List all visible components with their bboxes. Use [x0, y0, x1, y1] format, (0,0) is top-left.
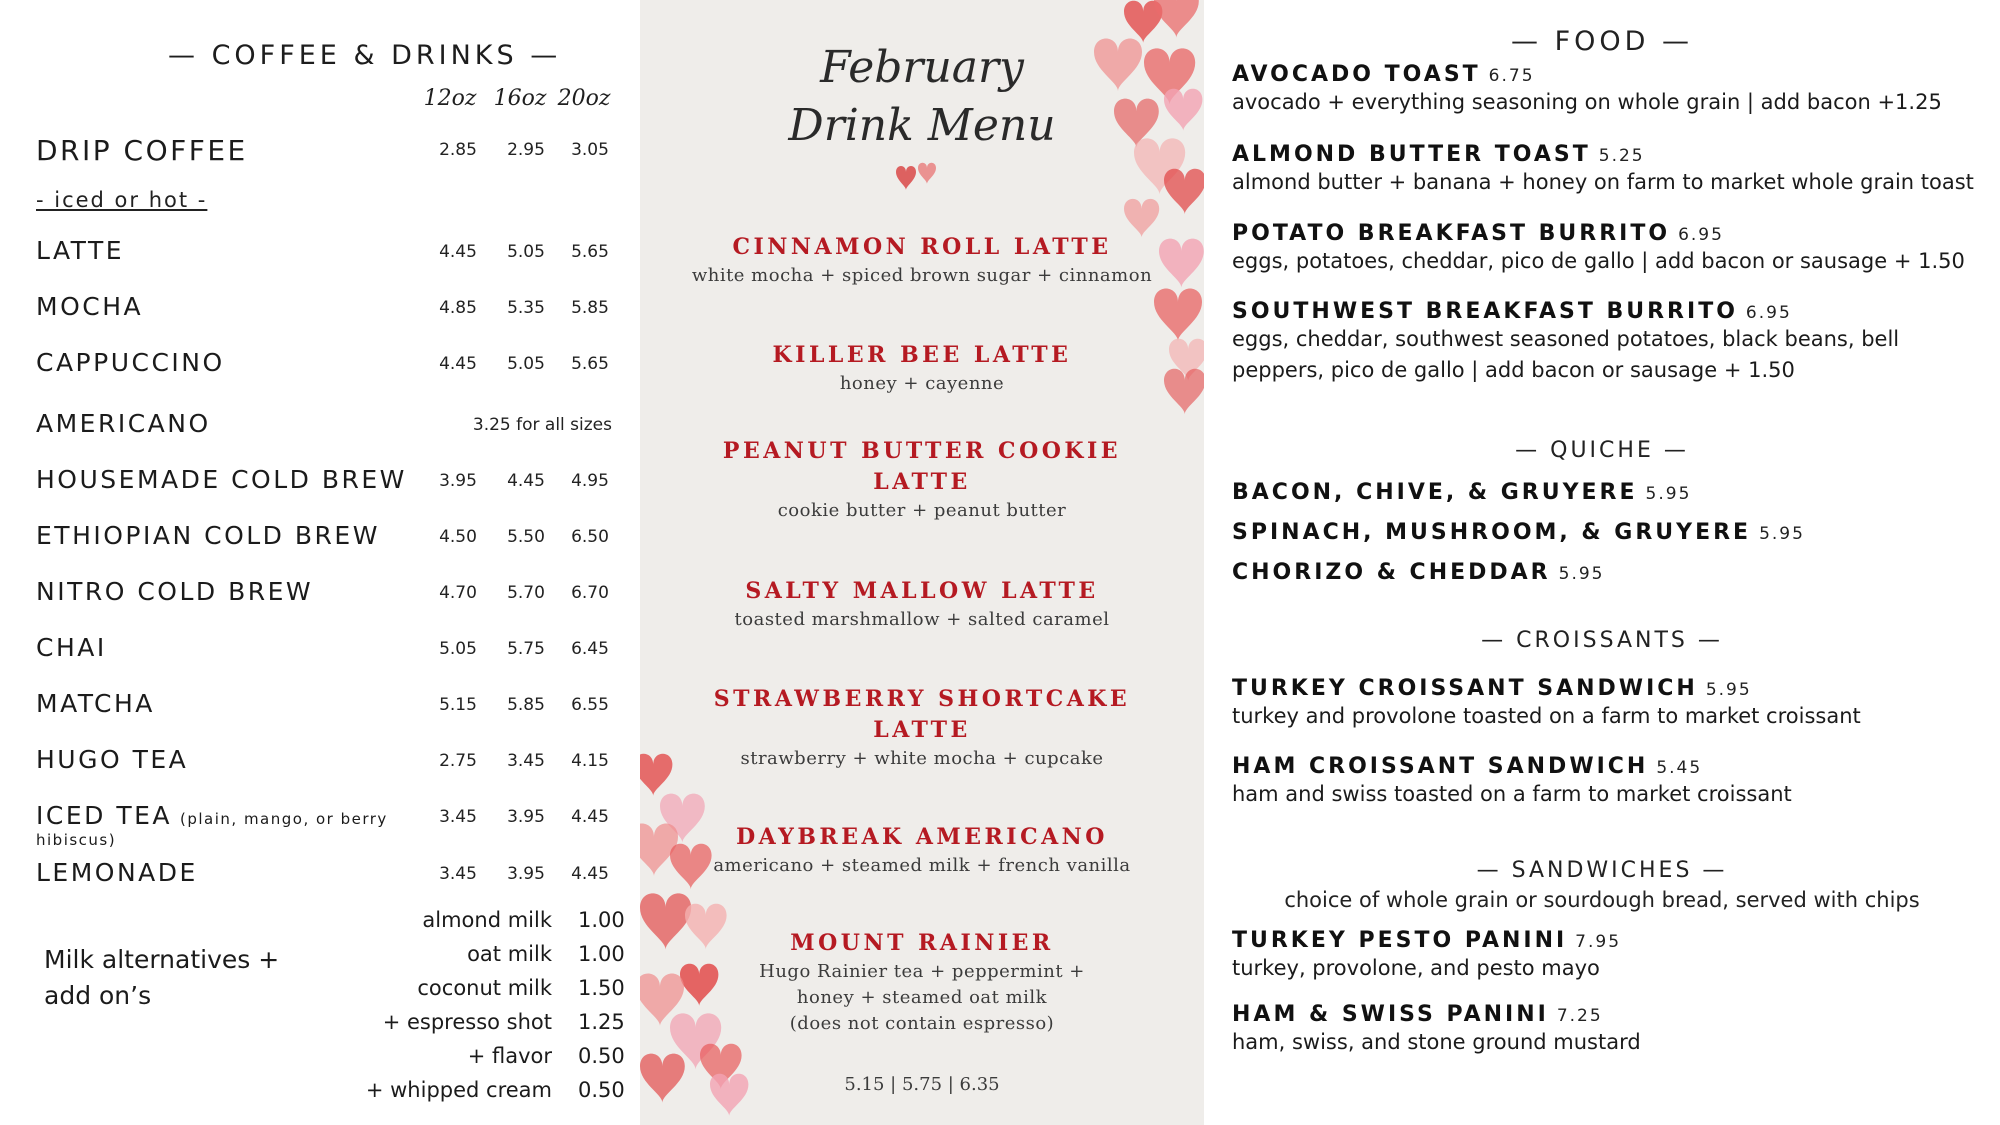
price-20oz: 5.65 [571, 242, 609, 262]
addon-name: almond milk [422, 908, 552, 932]
drink-row [36, 348, 616, 388]
food-item [1232, 520, 1992, 545]
food-item-price: 5.95 [1759, 524, 1805, 544]
price-16oz: 3.95 [507, 864, 545, 884]
price-20oz: 6.55 [571, 695, 609, 715]
drink-row [36, 465, 616, 505]
price-20oz: 6.50 [571, 527, 609, 547]
addon-name: + flavor [467, 1044, 552, 1068]
drink-name: LEMONADE [36, 858, 198, 887]
drink-note-cont: hibiscus) [36, 831, 117, 849]
drink-note: (plain, mango, or berry [180, 810, 388, 828]
food-item-desc: eggs, cheddar, southwest seasoned potatoes, black beans, bell [1232, 327, 1900, 351]
drink-name: AMERICANO [36, 409, 211, 438]
feature-drink [640, 436, 1204, 524]
food-item-price: 6.95 [1745, 303, 1792, 323]
size-20oz: 20oz [557, 86, 611, 111]
feature-drink [640, 822, 1204, 879]
food-item-name [1232, 560, 1992, 585]
price-12oz: 2.85 [439, 140, 477, 160]
addon-price: 0.50 [578, 1044, 625, 1068]
food-item-price: 6.95 [1678, 225, 1724, 245]
food-item-desc-cont: peppers, pico de gallo | add bacon or sausage + 1.50 [1232, 358, 1795, 382]
price-20oz: 4.95 [571, 471, 609, 491]
food-item-desc: ham, swiss, and stone ground mustard [1232, 1030, 1641, 1054]
food-item-price: 7.95 [1575, 932, 1622, 952]
food-item [1232, 480, 1992, 505]
drink-name: HOUSEMADE COLD BREW [36, 465, 407, 494]
drink-name: CAPPUCCINO [36, 348, 225, 377]
drink-row [36, 858, 616, 898]
food-item-desc: eggs, potatoes, cheddar, pico de gallo | add bacon or sausage + 1.50 [1232, 249, 1965, 273]
price-12oz: 3.45 [439, 807, 477, 827]
addon-price: 1.00 [578, 942, 625, 966]
feature-desc: white mocha + spiced brown sugar + cinnamon [691, 265, 1153, 286]
food-item-desc: ham and swiss toasted on a farm to market croissant [1232, 782, 1792, 806]
food-item-price: 5.25 [1598, 146, 1645, 166]
drink-row [36, 745, 616, 785]
feature-name: CINNAMON ROLL LATTE [732, 234, 1112, 260]
food-item-name [1232, 928, 1992, 953]
price-16oz: 5.35 [507, 298, 545, 318]
price-12oz: 4.45 [439, 354, 477, 374]
drink-row [36, 801, 616, 849]
feature-desc: honey + cayenne [839, 373, 1005, 394]
food-item-price: 5.95 [1558, 564, 1605, 584]
drink-row [36, 633, 616, 673]
food-item-name [1232, 754, 1992, 779]
feature-name: KILLER BEE LATTE [772, 342, 1072, 368]
price-20oz: 6.45 [571, 639, 609, 659]
food-item-title: TURKEY PESTO PANINI [1232, 928, 1568, 953]
price-12oz: 2.75 [439, 751, 477, 771]
feature-desc: strawberry + white mocha + cupcake [740, 748, 1104, 769]
addon-row [300, 1044, 552, 1074]
price-all-sizes: 3.25 for all sizes [472, 415, 612, 435]
price-16oz: 4.45 [507, 471, 545, 491]
size-12oz: 12oz [423, 86, 477, 111]
feature-desc: toasted marshmallow + salted caramel [734, 609, 1110, 630]
coffee-drinks-panel [0, 0, 640, 1125]
food-item-price: 7.25 [1556, 1006, 1603, 1026]
food-item-price: 5.95 [1705, 680, 1752, 700]
feature-desc: cookie butter + peanut butter [777, 500, 1067, 521]
addon-name: coconut milk [417, 976, 552, 1000]
drink-name: CHAI [36, 633, 107, 662]
drink-name: MOCHA [36, 292, 144, 321]
price-20oz: 5.65 [571, 354, 609, 374]
drink-drip-coffee [36, 134, 616, 174]
feature-name-cont: LATTE [873, 717, 971, 743]
addon-price: 1.00 [578, 908, 625, 932]
food-item-price: 5.45 [1656, 758, 1703, 778]
small-hearts-icon [894, 160, 954, 210]
addon-name: oat milk [467, 942, 552, 966]
menu-title-line1: February [820, 42, 1024, 93]
price-12oz: 5.15 [439, 695, 477, 715]
price-12oz: 4.70 [439, 583, 477, 603]
food-item-title: POTATO BREAKFAST BURRITO [1232, 221, 1671, 246]
food-item [1232, 928, 1992, 984]
food-item-name [1232, 520, 1992, 545]
addon-name: + whipped cream [365, 1078, 552, 1102]
addon-row [300, 1010, 552, 1040]
food-item-title: HAM & SWISS PANINI [1232, 1002, 1549, 1027]
feature-name: SALTY MALLOW LATTE [745, 578, 1099, 604]
price-12oz: 5.05 [439, 639, 477, 659]
february-specials-panel [640, 0, 1204, 1125]
food-item-title: AVOCADO TOAST [1232, 62, 1481, 87]
drink-name: MATCHA [36, 689, 155, 718]
price-16oz: 3.95 [507, 807, 545, 827]
drink-name: NITRO COLD BREW [36, 577, 314, 606]
food-item-desc: avocado + everything seasoning on whole grain | add bacon +1.25 [1232, 90, 1942, 114]
drink-row [36, 521, 616, 561]
food-item [1232, 221, 1992, 277]
quiche-title: — QUICHE — [1515, 438, 1689, 463]
price-12oz: 4.45 [439, 242, 477, 262]
food-item-desc: turkey and provolone toasted on a farm to market croissant [1232, 704, 1861, 728]
price-20oz: 5.85 [571, 298, 609, 318]
feature-drink [640, 576, 1204, 633]
addon-name: + espresso shot [382, 1010, 552, 1034]
food-title: — FOOD — [1511, 26, 1693, 57]
price-16oz: 5.85 [507, 695, 545, 715]
price-20oz: 6.70 [571, 583, 609, 603]
drink-name: ICED TEA (plain, mango, or berry [36, 801, 388, 830]
price-12oz: 4.50 [439, 527, 477, 547]
food-item-desc: almond butter + banana + honey on farm to market whole grain toast [1232, 170, 1974, 194]
food-item-price: 6.75 [1488, 66, 1535, 86]
price-20oz: 4.45 [571, 807, 609, 827]
addon-row [300, 908, 552, 938]
addon-row [300, 1078, 552, 1108]
food-item-name [1232, 480, 1992, 505]
drink-row [36, 689, 616, 729]
price-16oz: 3.45 [507, 751, 545, 771]
food-item-name [1232, 299, 1992, 324]
addon-row [300, 942, 552, 972]
price-20oz: 3.05 [571, 140, 609, 160]
price-16oz: 5.05 [507, 354, 545, 374]
price-16oz: 2.95 [507, 140, 545, 160]
food-item-desc: turkey, provolone, and pesto mayo [1232, 956, 1600, 980]
food-item-name [1232, 1002, 1992, 1027]
addon-price: 0.50 [578, 1078, 625, 1102]
specials-prices: 5.15 | 5.75 | 6.35 [844, 1074, 1000, 1095]
food-item-name [1232, 142, 1992, 167]
food-item-title: CHORIZO & CHEDDAR [1232, 560, 1551, 585]
feature-drink [640, 232, 1204, 289]
food-item [1232, 676, 1992, 732]
food-item [1232, 62, 1992, 118]
feature-drink [640, 340, 1204, 397]
sandwiches-subtitle: choice of whole grain or sourdough bread, served with chips [1284, 888, 1920, 912]
price-20oz: 4.45 [571, 864, 609, 884]
price-16oz: 5.05 [507, 242, 545, 262]
drink-name: DRIP COFFEE [36, 134, 248, 167]
drink-row [36, 236, 616, 276]
price-12oz: 3.45 [439, 864, 477, 884]
price-16oz: 5.70 [507, 583, 545, 603]
food-item [1232, 754, 1992, 810]
addon-row [300, 976, 552, 1006]
price-16oz: 5.75 [507, 639, 545, 659]
drink-row [36, 409, 616, 449]
food-item-title: BACON, CHIVE, & GRUYERE [1232, 480, 1638, 505]
size-16oz: 16oz [493, 86, 547, 111]
feature-drink [640, 684, 1204, 772]
feature-name: DAYBREAK AMERICANO [736, 824, 1108, 850]
feature-name: PEANUT BUTTER COOKIE [722, 438, 1122, 464]
croissants-title: — CROISSANTS — [1481, 628, 1723, 653]
feature-desc-note: (does not contain espresso) [789, 1013, 1055, 1034]
drink-row [36, 577, 616, 617]
food-item [1232, 560, 1992, 585]
feature-desc: Hugo Rainier tea + peppermint + [759, 961, 1085, 982]
food-item-title: ALMOND BUTTER TOAST [1232, 142, 1591, 167]
feature-name: STRAWBERRY SHORTCAKE [713, 686, 1131, 712]
food-item-name [1232, 62, 1992, 87]
feature-drink [640, 928, 1204, 1037]
food-item [1232, 299, 1992, 386]
feature-name-cont: LATTE [873, 469, 971, 495]
price-12oz: 3.95 [439, 471, 477, 491]
coffee-drinks-title: — COFFEE & DRINKS — [168, 40, 562, 71]
addon-price: 1.50 [578, 976, 625, 1000]
food-item-title: SOUTHWEST BREAKFAST BURRITO [1232, 299, 1738, 324]
addons-title-line1: Milk alternatives + [44, 945, 280, 974]
food-item [1232, 142, 1992, 198]
price-16oz: 5.50 [507, 527, 545, 547]
drip-note: - iced or hot - [36, 188, 208, 212]
drink-name: LATTE [36, 236, 125, 265]
price-12oz: 4.85 [439, 298, 477, 318]
food-item-name [1232, 221, 1992, 246]
feature-desc-cont: honey + steamed oat milk [796, 987, 1048, 1008]
feature-name: MOUNT RAINIER [790, 930, 1054, 956]
food-item-price: 5.95 [1645, 484, 1692, 504]
food-item-name [1232, 676, 1992, 701]
food-item-title: TURKEY CROISSANT SANDWICH [1232, 676, 1698, 701]
food-panel [1204, 0, 2000, 1125]
sandwiches-title: — SANDWICHES — [1476, 858, 1728, 883]
drink-row [36, 292, 616, 332]
food-item-title: HAM CROISSANT SANDWICH [1232, 754, 1649, 779]
addons-title [44, 942, 344, 1014]
feature-desc: americano + steamed milk + french vanilla [713, 855, 1131, 876]
addon-price: 1.25 [578, 1010, 625, 1034]
food-item-title: SPINACH, MUSHROOM, & GRUYERE [1232, 520, 1752, 545]
addons-title-line2: add on’s [44, 981, 152, 1010]
menu-title-line2: Drink Menu [788, 100, 1056, 151]
food-item [1232, 1002, 1992, 1058]
drink-name: ETHIOPIAN COLD BREW [36, 521, 380, 550]
drink-name: HUGO TEA [36, 745, 189, 774]
price-20oz: 4.15 [571, 751, 609, 771]
